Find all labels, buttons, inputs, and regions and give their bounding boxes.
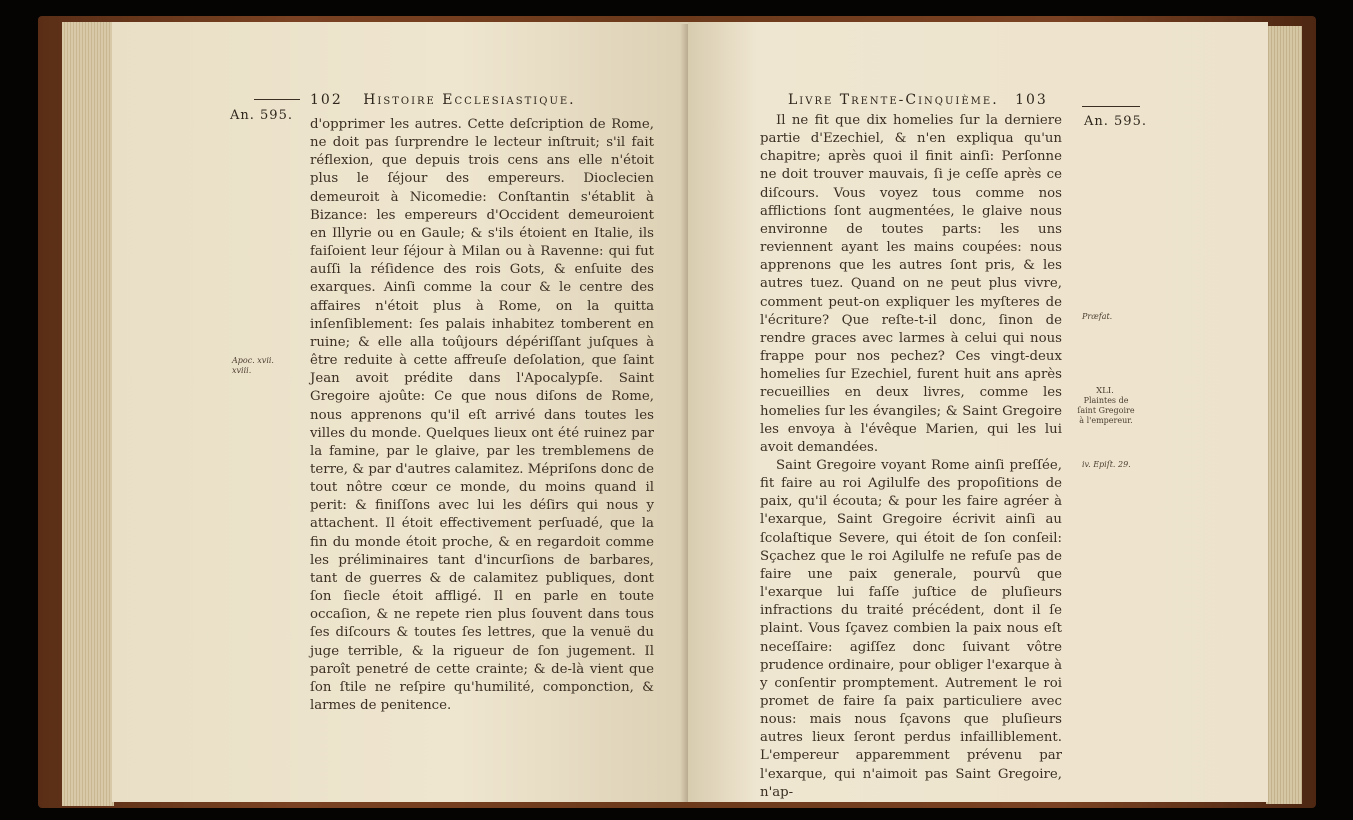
right-body-text <box>760 112 1062 802</box>
year-label-right: An. 595. <box>1084 114 1147 129</box>
header-rule-left <box>254 99 300 100</box>
margin-note-epist: iv. Epiſt. 29. <box>1082 460 1131 469</box>
right-page <box>688 22 1268 802</box>
running-head-left <box>310 92 576 108</box>
margin-note-section-title: Plaintes de ſaint Gregoire à l'empereur. <box>1077 396 1135 425</box>
left-page-edges <box>62 22 114 806</box>
running-title-right: Livre Trente-Cinquième. <box>788 92 999 108</box>
year-label-left: An. 595. <box>230 108 293 123</box>
margin-note-praefat: Præfat. <box>1082 312 1113 321</box>
right-paragraph-1: Il ne fit que dix homelies ſur la derniere partie d'Ezechiel, & n'en expliqua qu'un chapitre; après quoi il finit ainſi: Perſonne ne doit trouver mauvais, ſi je ceſſe après ce diſcours. Vous voyez tous comme nos afflictions ſont augmentées, le glaive nous environne de toutes parts: les uns reviennent ayant les mains coupées: nous apprenons que les autres ſont pris, & les autres tuez. Quand on ne peut plus vivre, comment peut-on expliquer les myſteres de l'écriture? Que reſte-t-il donc, ſinon de rendre graces avec larmes à celui qui nous frappe pour nos pechez? Ces vingt-deux homelies ſur Ezechiel, furent huit ans après recueillies en deux livres, comme les homelies ſur les évangiles; & Saint Gregoire les envoya à l'évêque Marien, qui les lui avoit demandées. <box>760 113 1062 455</box>
page-number-right: 103 <box>1015 92 1048 108</box>
running-title-left: Histoire Ecclesiastique. <box>363 92 576 108</box>
margin-note-xviii: xviii. <box>232 366 252 375</box>
margin-note-section-number: XLI. <box>1096 386 1114 396</box>
left-page <box>112 22 688 802</box>
left-body-text <box>310 116 654 715</box>
left-paragraph: d'opprimer les autres. Cette deſcription de Rome, ne doit pas ſurprendre le lecteur inſtruit; s'il fait réflexion, que depuis trois cens ans elle n'étoit plus le ſéjour des empereurs. Dioclecien demeuroit à Nicomedie: Conſtantin s'établit à Bizance: les empereurs d'Occident demeuroient en Illyrie ou en Gaule; & s'ils étoient en Italie, ils faiſoient leur ſéjour à Milan ou à Ravenne: qui fut auſſi la réſidence des rois Gots, & enſuite des exarques. Ainſi comme la cour & le centre des affaires n'étoit plus à Rome, on la quitta inſenſiblement: ſes palais inhabitez tomberent en ruine; & elle alla toûjours dépériſſant juſques à être reduite à cette affreuſe deſolation, que ſaint Jean avoit prédite dans l'Apocalypſe. Saint Gregoire ajoûte: Ce que nous diſons de Rome, nous apprenons qu'il eſt arrivé dans toutes les villes du monde. Quelques lieux ont été ruinez par la famine, par le glaive, par les tremblemens de terre, & par d'autres calamitez. Mépriſons donc de tout nôtre cœur ce monde, du moins quand il perit: & finiſſons avec lui les déſirs qui nous y attachent. Il étoit effectivement perſuadé, que la fin du monde étoit proche, & en regardoit comme les préliminaires tant d'incurſions de barbares, tant de guerres & de calamitez publiques, dont ſon ſiecle étoit affligé. Il en parle en toute occaſion, & ne repete rien plus ſouvent dans tous ſes diſcours & toutes ſes lettres, que la venuë du juge terrible, & la rigueur de ſon jugement. Il paroît penetré de cette crainte; & de-là vient que ſon ſtile ne reſpire qu'humilité, componction, & larmes de penitence. <box>310 117 654 713</box>
right-paragraph-2: Saint Gregoire voyant Rome ainſi preſſée, fit faire au roi Agilulfe des propoſitions de paix, qu'il écouta; & pour les faire agréer à l'exarque, Saint Gregoire écrivit ainſi au ſcolaſtique Severe, qui étoit de ſon conſeil: Sçachez que le roi Agilulfe ne refuſe pas de faire une paix generale, pourvû que l'exarque lui faſſe juſtice de pluſieurs infractions du traité précédent, dont il ſe plaint. Vous ſçavez combien la paix nous eſt neceſſaire: agiſſez donc ſuivant vôtre prudence ordinaire, pour obliger l'exarque à y conſentir promptement. Autrement le roi promet de faire ſa paix particuliere avec nous: mais nous ſçavons que pluſieurs autres lieux ſeront perdus infailliblement. L'empereur apparemment prévenu par l'exarque, qui n'aimoit pas Saint Gregoire, n'ap- <box>760 457 1062 800</box>
header-rule-right <box>1082 106 1140 107</box>
running-head-right <box>788 92 1048 108</box>
right-page-edges <box>1266 26 1302 804</box>
margin-note-apoc: Apoc. xvii. <box>232 356 274 365</box>
page-number-left: 102 <box>310 92 343 108</box>
